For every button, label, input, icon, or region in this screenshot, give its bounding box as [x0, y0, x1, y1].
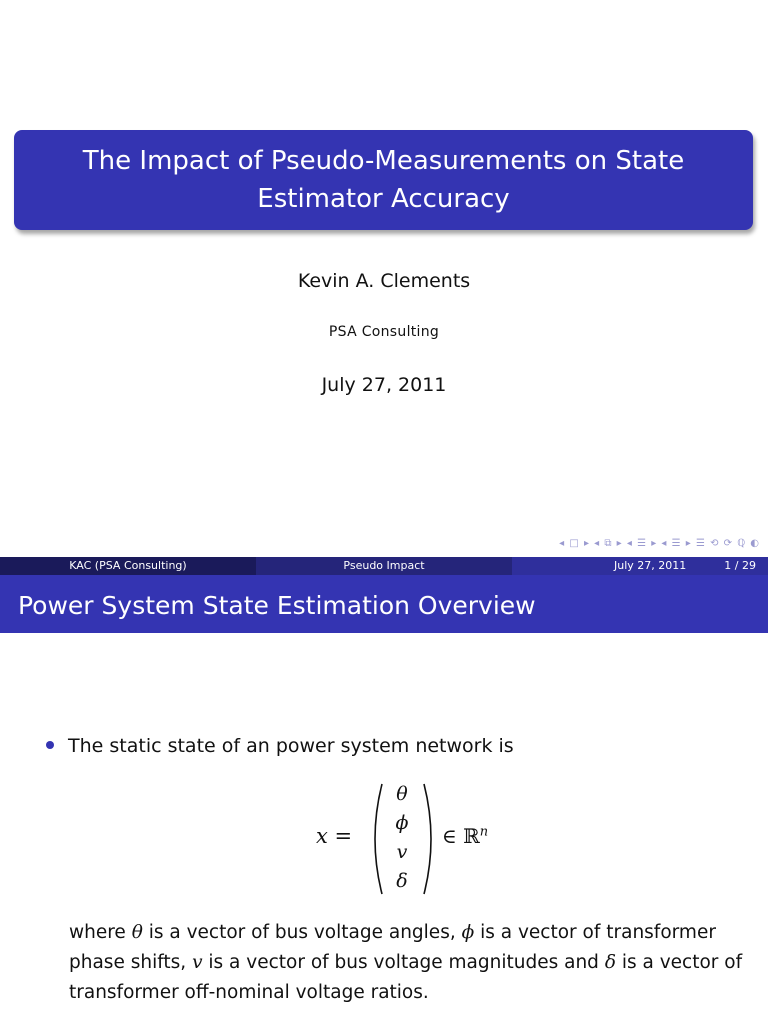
variable-definitions-paragraph: [69, 918, 759, 1008]
vector-entry: ϕ: [395, 812, 409, 834]
vector-entry: δ: [396, 870, 408, 892]
slide-footer: [0, 557, 768, 575]
bullet-text: The static state of an power system network is: [68, 735, 514, 757]
state-vector-entries: [388, 780, 416, 896]
paragraph-text: is a vector of bus voltage magnitudes and: [202, 952, 605, 973]
footer-date: July 27, 2011: [614, 559, 687, 572]
equation-lhs: x =: [316, 824, 353, 848]
dimension-exponent: n: [479, 824, 489, 840]
math-symbol: ϕ: [461, 922, 475, 943]
real-space-symbol: ∈ ℝ: [442, 824, 480, 848]
footer-page-number: 1 / 29: [724, 559, 756, 572]
vector-entry: v: [396, 841, 408, 863]
paragraph-text: is a vector of transformer phase shifts,: [69, 922, 716, 973]
footer-right: [512, 557, 768, 575]
equation-rhs: [442, 824, 488, 848]
math-symbol: v: [192, 952, 203, 973]
author-name: Kevin A. Clements: [297, 270, 471, 292]
bullet-item: [46, 735, 514, 757]
math-symbol: δ: [604, 952, 616, 973]
paragraph-text: where: [69, 922, 132, 943]
institute-name: PSA Consulting: [328, 324, 440, 340]
frame-title: Power System State Estimation Overview: [0, 575, 768, 633]
paragraph-text: is a vector of transformer off-nominal voltage ratios.: [69, 952, 743, 1003]
presentation-date: July 27, 2011: [321, 374, 447, 396]
paragraph-text: is a vector of bus voltage angles,: [142, 922, 462, 943]
presentation-title: The Impact of Pseudo-Measurements on State Estimator Accuracy: [14, 130, 753, 230]
state-vector-equation: [316, 780, 516, 900]
footer-author: KAC (PSA Consulting): [0, 557, 256, 575]
beamer-navigation-icons[interactable]: ◂ □ ▸ ◂ ⧉ ▸ ◂ ☰ ▸ ◂ ☰ ▸ ☰ ⟲ ⟳ ℚ ◐: [559, 538, 760, 549]
vector-entry: θ: [396, 783, 408, 805]
footer-short-title: Pseudo Impact: [256, 557, 512, 575]
bullet-icon: [46, 741, 54, 749]
math-symbol: θ: [131, 922, 143, 943]
